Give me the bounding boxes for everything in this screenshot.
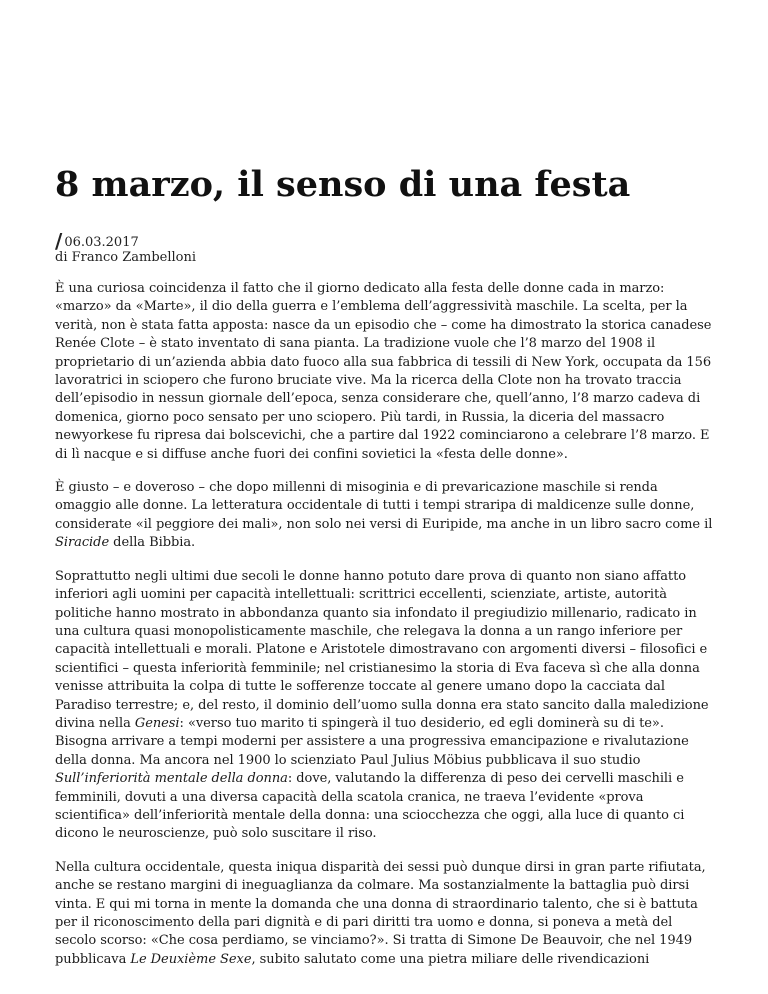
paragraph-4-text-b: , subito salutato come una pietra miliare delle rivendicazioni bbox=[251, 951, 650, 967]
paragraph-2-text-b: della Bibbia. bbox=[109, 535, 196, 551]
paragraph-1 bbox=[55, 280, 715, 464]
article-body bbox=[55, 280, 715, 969]
paragraph-3-text-a: Soprattutto negli ultimi due secoli le donne hanno potuto dare prova di quanto non siano affatto inferiori agli uomini per capacità intellettuali: scrittrici eccellenti, scienziate, artiste, autorità politiche hanno mostrato in abbondanza quanto sia infondato il pregiudizio millenario, radicato in una cultura quasi monopolisticamente maschile, che relegava la donna a un rango inferiore per capacità intellettuali e morali. Platone e Aristotele dimostravano con argomenti diversi – filosofici e scientifici – questa inferiorità femminile; nel cristianesimo la storia di Eva faceva sì che alla donna venisse attribuita la colpa di tutte le sofferenze toccate al genere umano dopo la cacciata dal Paradiso terrestre; e, del resto, il dominio dell’uomo sulla donna era stato sancito dalla maledizione divina nella bbox=[55, 568, 709, 731]
mobius-study-title: Sull’inferiorità mentale della donna bbox=[55, 771, 288, 787]
paragraph-2-text-a: È giusto – e doveroso – che dopo millenni di misoginia e di prevaricazione maschile si renda omaggio alle donne. La letteratura occidentale di tutti i tempi straripa di maldicenze sulle donne, considerate «il peggiore dei mali», non solo nei versi di Euripide, ma anche in un libro sacro come il bbox=[55, 480, 713, 532]
paragraph-3-text-c: : dove, valutando la differenza di peso dei cervelli maschili e femminili, dovuti a una diversa capacità della scatola cranica, ne traeva l’evidente «prova scientifica» dell’inferiorità mentale della donna: una sciocchezza che oggi, alla luce di quanto ci dicono le neuroscienze, può solo suscitare il riso. bbox=[55, 771, 685, 842]
paragraph-4 bbox=[55, 859, 715, 969]
paragraph-4-text-a: Nella cultura occidentale, questa iniqua disparità dei sessi può dunque dirsi in gran parte rifiutata, anche se restano margini di ineguaglianza da colmare. Ma sostanzialmente la battaglia può dirsi vinta. E qui mi torna in mente la domanda che una donna di straordinario talento, che si è battuta per il riconoscimento della pari dignità e di pari diritti tra uomo e donna, si poneva a metà del secolo scorso: «Che cosa perdiamo, se vinciamo?». Si tratta di Simone De Beauvoir, che nel 1949 pubblicava bbox=[55, 859, 706, 967]
article-title: 8 marzo, il senso di una festa bbox=[55, 164, 631, 205]
paragraph-3 bbox=[55, 568, 715, 844]
genesi-title: Genesi bbox=[134, 715, 180, 731]
paragraph-2 bbox=[55, 479, 715, 553]
publish-date: 06.03.2017 bbox=[64, 235, 139, 250]
siracide-title: Siracide bbox=[55, 535, 110, 551]
article-meta bbox=[55, 229, 715, 265]
paragraph-3-text-b: : «verso tuo marito ti spingerà il tuo desiderio, ed egli dominerà su di te». Bisogna arrivare a tempi moderni per assistere a una progressiva emancipazione e rivalutazione della donna. Ma ancora nel 1900 lo scienziato Paul Julius Möbius pubblicava il suo studio bbox=[55, 715, 689, 768]
article bbox=[55, 0, 715, 984]
date-row bbox=[55, 229, 715, 253]
paragraph-1-text: È una curiosa coincidenza il fatto che il giorno dedicato alla festa delle donne cada in marzo: «marzo» da «Marte», il dio della guerra e l’emblema dell’aggressività maschile. La scelta, per la verità, non è stata fatta apposta: nasce da un episodio che – come ha dimostrato la storica canadese Renée Clote – è stato inventato di sana pianta. La tradizione vuole che l’8 marzo del 1908 il proprietario di un’azienda abbia dato fuoco alla sua fabbrica di tessili di New York, occupata da 156 lavoratrici in sciopero che furono bruciate vive. Ma la ricerca della Clote non ha trovato traccia dell’episodio in nessun giornale dell’epoca, senza considerare che, quell’anno, l’8 marzo cadeva di domenica, giorno poco sensato per uno sciopero. Più tardi, in Russia, la diceria del massacro newyorkese fu ripresa dai bolscevichi, che a partire dal 1922 cominciarono a celebrare l’8 marzo. E di lì nacque e si diffuse anche fuori dei confini sovietici la «festa delle donne». bbox=[55, 281, 712, 462]
deuxieme-sexe-title: Le Deuxième Sexe bbox=[130, 951, 252, 967]
slash-mark: / bbox=[55, 229, 63, 253]
author-byline: di Franco Zambelloni bbox=[55, 250, 197, 265]
